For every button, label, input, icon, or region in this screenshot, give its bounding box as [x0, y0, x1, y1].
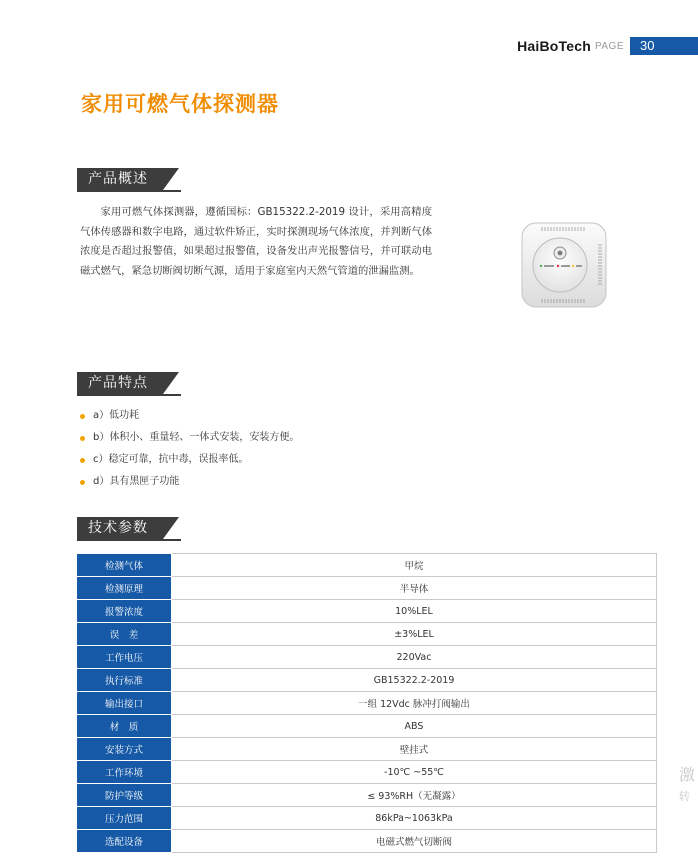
spec-value: 壁挂式 [172, 738, 657, 761]
feature-list [80, 405, 299, 493]
spec-table [76, 553, 657, 853]
spec-value: 甲烷 [172, 554, 657, 577]
feature-item [80, 427, 299, 449]
section-heading-features [77, 372, 181, 396]
table-row [77, 784, 657, 807]
section-heading-label: 产品概述 [77, 168, 163, 190]
spec-label: 压力范围 [77, 807, 172, 830]
feature-text: b）体积小、重量轻、一体式安装，安装方便。 [93, 432, 300, 443]
table-row [77, 554, 657, 577]
section-heading-label: 产品特点 [77, 372, 163, 394]
spec-value: -10℃ ~55℃ [172, 761, 657, 784]
watermark-text: 转 [679, 790, 690, 803]
page-header [517, 37, 698, 55]
spec-label: 检测气体 [77, 554, 172, 577]
feature-text: a）低功耗 [93, 410, 140, 421]
table-row [77, 600, 657, 623]
section-heading-overview [77, 168, 181, 192]
section-heading-underline [77, 539, 181, 541]
spec-value: ABS [172, 715, 657, 738]
spec-label: 安装方式 [77, 738, 172, 761]
bullet-dot-icon [80, 458, 85, 463]
table-row [77, 623, 657, 646]
page-number: 30 [630, 37, 698, 55]
spec-value: 220Vac [172, 646, 657, 669]
table-row [77, 692, 657, 715]
page-title: 家用可燃气体探测器 [81, 92, 279, 116]
spec-label: 执行标准 [77, 669, 172, 692]
table-row [77, 669, 657, 692]
table-row [77, 646, 657, 669]
spec-value: GB15322.2-2019 [172, 669, 657, 692]
brand-logo: HaiBoTech [517, 38, 591, 54]
section-heading-underline [77, 394, 181, 396]
overview-paragraph: 家用可燃气体探测器，遵循国标：GB15322.2-2019 设计，采用高精度气体传感器和数字电路，通过软件矫正，实时探测现场气体浓度，并判断气体浓度是否超过报警值，如果超过报警值，设备发出声光报警信号，并可联动电磁式燃气，紧急切断阀切断气源，适用于家庭室内天然气管道的泄漏监测。 [80, 206, 432, 277]
spec-value: 电磁式燃气切断阀 [172, 830, 657, 853]
feature-text: c）稳定可靠，抗中毒，误报率低。 [93, 454, 249, 465]
section-heading-tail [163, 168, 179, 190]
spec-label: 检测原理 [77, 577, 172, 600]
spec-value: ±3%LEL [172, 623, 657, 646]
spec-value: 一组 12Vdc 脉冲打阀输出 [172, 692, 657, 715]
feature-item [80, 471, 299, 493]
section-heading-underline [77, 190, 181, 192]
spec-label: 误 差 [77, 623, 172, 646]
bullet-dot-icon [80, 414, 85, 419]
spec-value: 10%LEL [172, 600, 657, 623]
spec-label: 选配设备 [77, 830, 172, 853]
detector-device-image [518, 219, 610, 311]
spec-value: 半导体 [172, 577, 657, 600]
watermark-text: 激 [679, 765, 696, 784]
spec-label: 报警浓度 [77, 600, 172, 623]
section-heading-tail [163, 517, 179, 539]
spec-label: 材 质 [77, 715, 172, 738]
bullet-dot-icon [80, 436, 85, 441]
section-heading-label: 技术参数 [77, 517, 163, 539]
table-row [77, 830, 657, 853]
bullet-dot-icon [80, 480, 85, 485]
section-heading-tail [163, 372, 179, 394]
feature-item [80, 405, 299, 427]
spec-label: 工作环境 [77, 761, 172, 784]
table-row [77, 715, 657, 738]
spec-label: 输出接口 [77, 692, 172, 715]
table-row [77, 761, 657, 784]
feature-item [80, 449, 299, 471]
spec-label: 工作电压 [77, 646, 172, 669]
spec-value: ≤ 93%RH（无凝露） [172, 784, 657, 807]
spec-value: 86kPa~1063kPa [172, 807, 657, 830]
feature-text: d）具有黑匣子功能 [93, 476, 180, 487]
table-row [77, 738, 657, 761]
table-row [77, 807, 657, 830]
page-label: PAGE [594, 40, 624, 52]
section-heading-specs [77, 517, 181, 541]
table-row [77, 577, 657, 600]
spec-label: 防护等级 [77, 784, 172, 807]
